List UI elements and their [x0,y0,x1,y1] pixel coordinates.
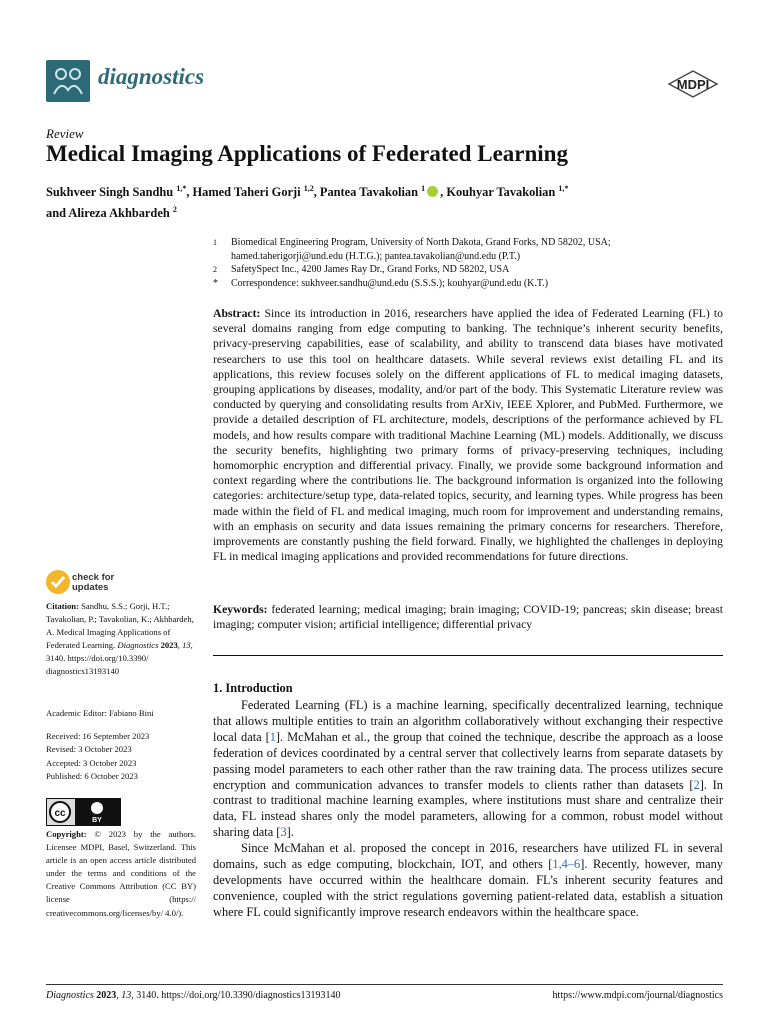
check-for-updates-icon[interactable] [46,570,70,594]
author-affil: 1 [421,184,426,193]
affiliation-mark [213,250,231,264]
introduction-body [213,698,723,921]
affiliation-mark: 2 [213,265,217,274]
text-run: Since McMahan et al. proposed the concept in 2016, researchers have utilized FL in several domains, such as edge computing, blockchain, IOT, and others [ [213,841,723,872]
author-affil: 2 [172,205,177,215]
text-run: ]. In contrast to traditional machine learning examples, where institutions must share and centralize their data, FL instead shares only the model parameters, allowing for a common, robust model without sharing data [ [213,777,723,840]
author-affil: 1,* [176,184,187,193]
citation-volume: 13 [182,640,191,651]
footer-doi-link[interactable]: , 3140. https://doi.org/10.3390/diagnostics13193140 [131,990,341,1001]
section-heading: 1. Introduction [213,681,293,695]
keywords-label: Keywords: [213,603,268,616]
citation-block: Citation: Sandhu, S.S.; Gorji, H.T.; Tavakolian, P.; Tavakolian, K.; Akhbardeh, A. Medical Imaging Applications of Federated Learning. Diagnostics 2023, 13, 3140. https://doi.org/10.3390/ diagnostics13193140 [46,601,194,677]
reference-link[interactable]: 1 [269,729,276,744]
journal-name: diagnostics [98,64,205,89]
copyright-block [46,828,196,920]
reference-link[interactable]: 3 [280,825,287,840]
paragraph [213,698,723,841]
published-date: Published: 6 October 2023 [46,771,138,781]
mdpi-logo-icon [667,70,719,100]
citation-year: 2023 [160,640,178,651]
article-title: Medical Imaging Applications of Federated Learning [46,141,568,166]
affiliation-text: SafetySpect Inc., 4200 James Ray Dr., Grand Forks, ND 58202, USA [231,264,510,275]
copyright-label: Copyright: [46,829,87,839]
affiliation-text[interactable]: hamed.taherigorji@und.edu (H.T.G.); pantea.tavakolian@und.edu (P.T.) [231,250,521,262]
abstract-label: Abstract: [213,307,261,320]
article-type: Review [46,126,84,141]
affiliation-mark: * [213,277,218,289]
check-line: updates [72,582,109,593]
check-line: check for [72,572,115,583]
affiliation-row [213,250,733,264]
publisher-name: MDPI [676,77,710,92]
author-affil: 1,2 [303,184,314,193]
revised-date: Revised: 3 October 2023 [46,744,132,754]
footer-citation: Diagnostics 2023, 13, 3140. https://doi.org/10.3390/diagnostics13193140 [46,990,341,1001]
citation-journal: Diagnostics [117,640,159,651]
section-divider [213,655,723,656]
author-affil: 1,* [558,184,569,193]
footer-journal-url[interactable]: https://www.mdpi.com/journal/diagnostics [552,990,723,1001]
academic-editor: Academic Editor: Fabiano Bini [46,708,154,718]
cc-label: cc [54,808,66,819]
affiliation-row [213,236,733,250]
orcid-icon[interactable] [427,186,438,197]
author-list [46,180,736,222]
keywords [213,602,723,632]
correspondence-text[interactable]: Correspondence: sukhveer.sandhu@und.edu (S.S.S.); kouhyar@und.edu (K.T.) [231,277,549,289]
copyright-text: © 2023 by the authors. Licensee MDPI, Basel, Switzerland. This article is an open access article distributed under the terms and conditions of the Creative Commons Attribution (CC BY) license (https:// creativecommons.org/licenses/by/ 4.0/). [46,829,196,918]
text-run: ]. [286,825,294,840]
author-name[interactable]: Sukhveer Singh Sandhu [46,185,174,200]
footer-volume: 13 [121,990,132,1001]
paragraph [213,841,723,921]
affiliation-text: Biomedical Engineering Program, University of North Dakota, Grand Forks, ND 58202, USA; [231,237,611,248]
affiliation-row [213,263,733,277]
text-run: ]. McMahan et al., the group that coined the technique, describe the approach as a loose federation of devices coordinated by a central server that collectively learns from separate datasets by passing model parameters to each other rather than the raw training data. The process utilizes secure encryption and communication advances to transfer models to clients rather than datasets [ [213,729,723,792]
author-name[interactable]: and Alireza Akhbardeh [46,206,170,221]
accepted-date: Accepted: 3 October 2023 [46,758,137,768]
journal-logo-icon [46,60,90,102]
text-run: Federated Learning (FL) is a machine learning, specifically decentralized learning, technique that allows multiple entities to train an algorithm collaboratively without exchanging their respective local data [ [213,698,723,744]
reference-link[interactable]: 2 [693,777,700,792]
author-name[interactable]: , Hamed Taheri Gorji [186,185,301,200]
affiliation-mark: 1 [213,238,217,247]
citation-label: Citation: [46,601,79,611]
footer-year: 2023 [96,990,117,1001]
abstract-text: Since its introduction in 2016, researchers have applied the idea of Federated Learning (FL) to several domains ranging from edge computing to banking. The technique’s inherent security benefits, privacy-preserving capabilities, ease of scalability, and ability to transcend data biases have motivated researchers to use this tool on healthcare datasets. While several reviews exist detailing FL and its applications, this review focuses solely on the different applications of FL to medical imaging datasets, grouping applications by diseases, modality, and/or part of the body. This Systematic Literature review was conducted by querying and consolidating results from ArXiv, IEEE Xplorer, and PubMed. Furthermore, we provide a detailed description of FL architecture, models, descriptions of the performance achieved by FL models, and how results compare with traditional Machine Learning (ML) models. Additionally, we discuss the security benefits, highlighting two primary forms of privacy-preserving techniques, including homomorphic encryption and differential privacy. Finally, we provide some background information and context regarding where the contributions lie. The background information is organized into the following categories: architecture/setup type, data-related topics, security, and learning types. While progress has been made within the field of FL and medical imaging, much room for improvement and understanding remains, with an emphasis on security and data issues remaining the primary concerns for researchers. Therefore, improvements are constantly pushing the field forward. Finally, we highlighted the challenges in deploying FL in medical imaging applications and provided recommendations for future directions. [213,307,723,564]
footer-divider [46,984,723,985]
reference-link[interactable]: 1,4–6 [552,857,581,872]
by-label: BY [92,817,102,824]
text-run: ]. Recently, however, many developments have occurred within the healthcare domain. FL’s inherent security features and convenience, coupled with the strict regulations governing patient-related data, establish a situation where FL could significantly improve research endeavors within the healthcare space. [213,857,724,919]
citation-doi[interactable]: , 3140. https://doi.org/10.3390/ diagnostics13193140 [46,640,193,677]
citation-text: Sandhu, S.S.; Gorji, H.T.; Tavakolian, P.; Tavakolian, K.; Akhbardeh, A. Medical Imaging Applications of Federated Learning. [46,601,194,651]
affiliation-row [213,277,733,291]
cc-by-license-icon[interactable] [46,798,121,826]
abstract [213,306,723,564]
keywords-text: federated learning; medical imaging; brain imaging; COVID-19; pancreas; skin disease; breast imaging; computer vision; artificial intelligence; differential privacy [213,603,724,632]
footer-journal: Diagnostics [46,990,94,1001]
received-date: Received: 16 September 2023 [46,731,150,741]
affiliations [213,236,733,290]
author-name[interactable]: , Pantea Tavakolian [313,185,419,200]
check-for-updates-button[interactable] [72,573,114,593]
author-name[interactable]: , Kouhyar Tavakolian [440,185,556,200]
